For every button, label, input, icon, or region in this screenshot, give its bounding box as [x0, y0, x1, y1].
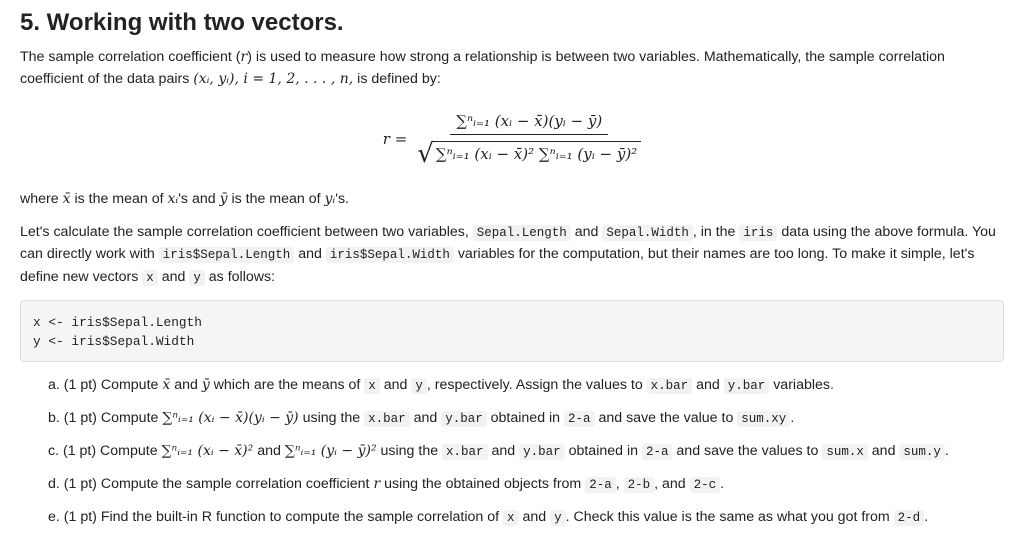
task-item-e — [48, 506, 1004, 530]
text: and — [170, 377, 202, 393]
where-paragraph — [20, 189, 1004, 211]
text: and save the value to — [594, 410, 738, 426]
inline-math: ∑ⁿᵢ₌₁ (yᵢ − ȳ)² — [284, 443, 377, 459]
inline-math: (xᵢ, yᵢ), i = 1, 2, . . . , n, — [193, 70, 354, 87]
inline-math: xᵢ — [167, 191, 179, 207]
text: and — [867, 443, 900, 459]
inline-code: 2-a — [585, 477, 616, 493]
inline-code: 2-b — [624, 477, 655, 493]
text: using the obtained objects from — [380, 476, 586, 492]
text: c. (1 pt) Compute — [48, 443, 162, 459]
inline-code: x — [503, 510, 519, 526]
code-line: x <- iris$Sepal.Length — [33, 315, 202, 330]
text: , — [615, 476, 624, 492]
inline-code: y — [189, 270, 205, 286]
text: obtained in — [486, 410, 565, 426]
inline-code: 2-d — [894, 510, 925, 526]
text: b. (1 pt) Compute — [48, 410, 163, 426]
text: and save the values to — [672, 443, 823, 459]
code-line: y <- iris$Sepal.Width — [33, 334, 195, 349]
inline-math: x̄ — [62, 191, 71, 207]
inline-code: 2-a — [564, 411, 595, 427]
inline-math: yᵢ — [324, 191, 336, 207]
inline-code: iris — [739, 225, 777, 241]
text: . Check this value is the same as what you got from — [565, 509, 894, 525]
text: . — [944, 443, 949, 459]
task-item-d — [48, 473, 1004, 497]
inline-code: iris$Sepal.Width — [326, 247, 454, 263]
inline-code: y.bar — [724, 378, 770, 394]
text: obtained in — [564, 443, 642, 459]
inline-code: sum.x — [822, 444, 868, 460]
inline-code: x.bar — [442, 444, 488, 460]
text: data using the above formula. You can directly work with — [20, 223, 996, 262]
task-list — [20, 374, 1004, 530]
text: is the mean of — [70, 191, 168, 207]
inline-code: sum.xy — [737, 411, 790, 427]
text: and — [253, 443, 285, 459]
text: e. (1 pt) Find the built-in R function to compute the sample correlation of — [48, 509, 504, 525]
text: and — [487, 443, 520, 459]
task-item-b — [48, 407, 1004, 431]
formula-lhs: r = — [382, 130, 408, 148]
inline-math: ∑ⁿᵢ₌₁ (xᵢ − x̄)² — [161, 443, 254, 459]
sqrt-icon: √ — [417, 138, 434, 169]
inline-code: y — [550, 510, 566, 526]
inline-math: ȳ — [219, 191, 228, 207]
text: a. (1 pt) Compute — [48, 377, 163, 393]
inline-code: 2-a — [642, 444, 673, 460]
inline-code: x.bar — [364, 411, 410, 427]
intro-paragraph — [20, 47, 1004, 90]
inline-code: x — [364, 378, 380, 394]
text: and — [409, 410, 442, 426]
inline-code: iris$Sepal.Length — [159, 247, 295, 263]
instructions-paragraph — [20, 222, 1004, 290]
inline-code: y.bar — [519, 444, 565, 460]
text: and — [294, 246, 326, 262]
text: as follows: — [204, 268, 276, 285]
text: and — [518, 509, 551, 525]
task-item-a — [48, 374, 1004, 398]
formula-numerator: ∑ⁿᵢ₌₁ (xᵢ − x̄)(yᵢ − ȳ) — [450, 112, 608, 135]
text: which are the means of — [209, 377, 365, 393]
inline-math: ∑ⁿᵢ₌₁ (xᵢ − x̄)(yᵢ − ȳ) — [162, 410, 299, 426]
text: 's. — [335, 191, 349, 207]
text: The sample correlation coefficient ( — [20, 49, 241, 65]
task-item-c — [48, 440, 1004, 464]
inline-code: y.bar — [441, 411, 487, 427]
section-title: 5. Working with two vectors. — [20, 9, 344, 36]
inline-math: r — [240, 49, 248, 65]
inline-math: ȳ — [201, 377, 210, 393]
text: Let's calculate the sample correlation coefficient between two variables, — [20, 223, 473, 240]
text: , and — [654, 476, 690, 492]
inline-code: x — [142, 270, 158, 286]
text: is the mean of — [227, 191, 325, 207]
text: using the — [298, 410, 365, 426]
text: using the — [376, 443, 443, 459]
text: where — [20, 191, 63, 207]
text: . — [720, 476, 725, 492]
formula-radicand: ∑ⁿᵢ₌₁ (xᵢ − x̄)² ∑ⁿᵢ₌₁ (yᵢ − ȳ)² — [432, 141, 641, 163]
inline-code: Sepal.Length — [473, 225, 571, 241]
text: and — [157, 268, 190, 285]
text: and — [570, 223, 603, 240]
text: , respectively. Assign the values to — [426, 377, 647, 393]
text: is defined by: — [353, 70, 441, 87]
inline-code: sum.y — [899, 444, 945, 460]
code-block — [20, 300, 1004, 362]
text: 's and — [178, 191, 220, 207]
text: . — [924, 509, 929, 525]
text: and — [379, 377, 412, 393]
inline-math: r — [373, 476, 381, 492]
text: ) is used to measure how strong a relationship is between two variables. Mathematically, the sample correlation coefficient of the data pairs — [20, 49, 945, 87]
text: . — [790, 410, 795, 426]
text: d. (1 pt) Compute the sample correlation coefficient — [48, 476, 374, 492]
text: variables for the computation, but their names are too long. To make it simple, let's define new vectors — [20, 246, 975, 285]
text: and — [692, 377, 724, 393]
formula-fraction — [417, 112, 641, 167]
correlation-formula — [20, 99, 1004, 179]
inline-code: x.bar — [647, 378, 693, 394]
inline-code: 2-c — [690, 477, 721, 493]
text: variables. — [769, 377, 834, 393]
inline-code: Sepal.Width — [602, 225, 693, 241]
inline-math: x̄ — [162, 377, 171, 393]
text: , in the — [692, 223, 740, 240]
formula-denominator — [417, 135, 641, 167]
inline-code: y — [411, 378, 427, 394]
